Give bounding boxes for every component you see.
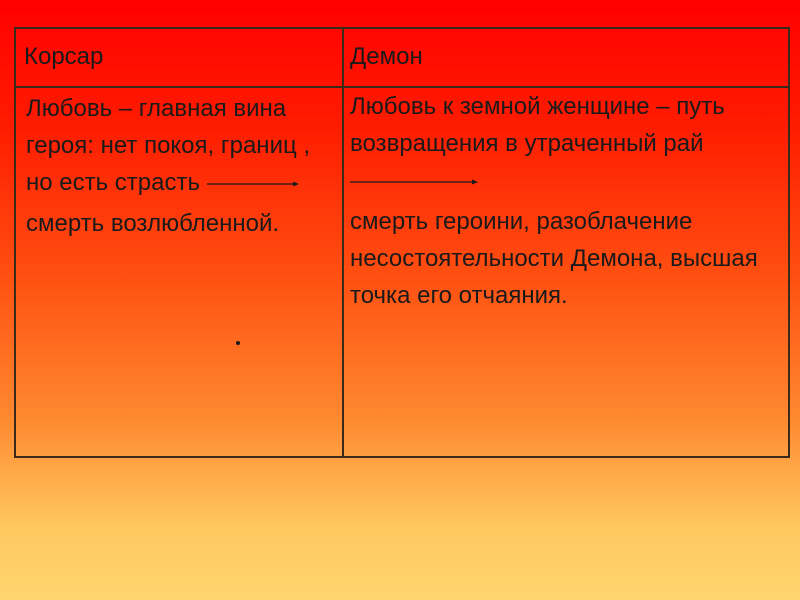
korsar-para-1 [26,90,336,201]
header-korsar: Корсар [24,43,104,70]
demon-para-1 [350,88,780,199]
demon-text-1: Любовь к земной женщине – путь возвращения в утраченный рай [350,93,725,157]
demon-cell [350,88,780,314]
korsar-cell [26,90,336,242]
right-arrow-icon [207,180,299,188]
comparison-table [14,27,790,458]
demon-para-2: смерть героини, разоблачение несостоятельности Демона, высшая точка его отчаяния. [350,208,758,309]
column-divider [342,29,344,456]
header-demon: Демон [350,43,423,70]
korsar-text-1: Любовь – главная вина героя: нет покоя, границ , но есть страсть [26,95,311,196]
stray-dot [236,341,240,345]
korsar-para-2: смерть возлюбленной. [26,210,280,237]
right-arrow-icon [350,178,478,186]
